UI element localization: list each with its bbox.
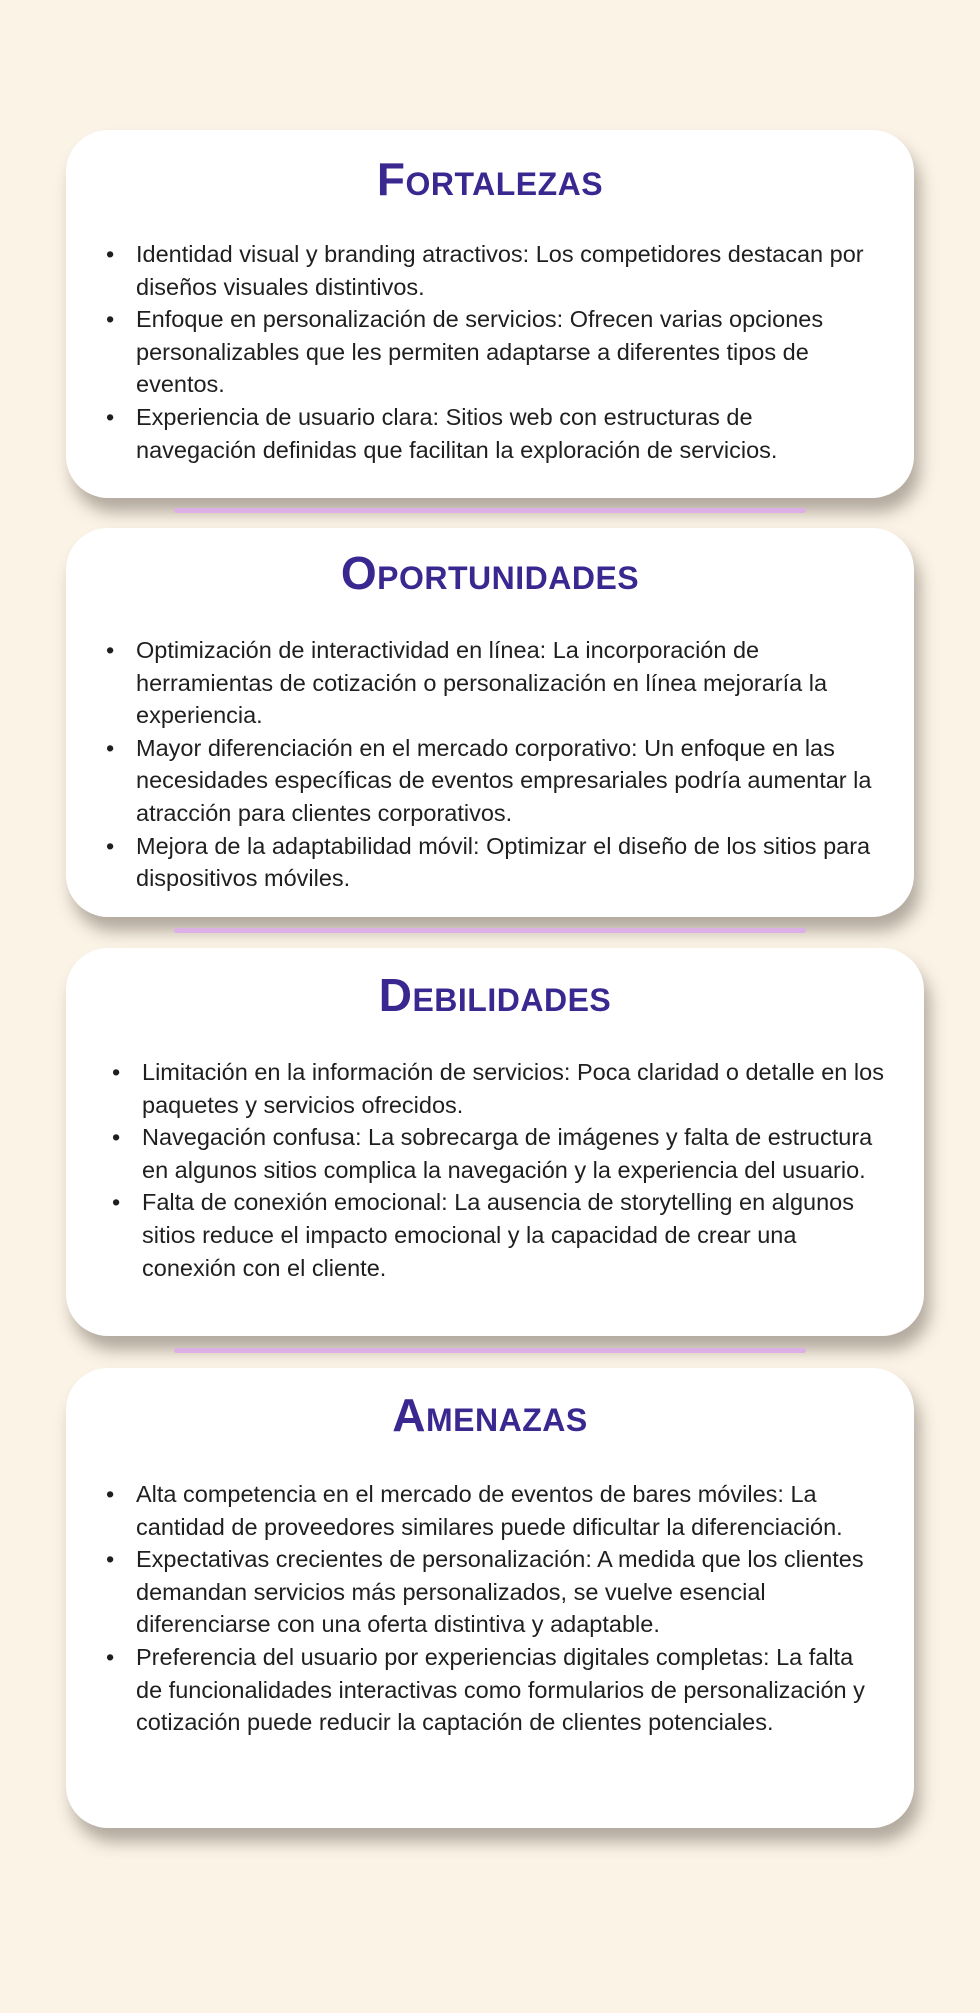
list-item: • Falta de conexión emocional: La ausencia de storytelling en algunos sitios reduce el impacto emocional y la capacidad de crear una conexión con el cliente. (112, 1186, 894, 1284)
list-item: • Optimización de interactividad en línea: La incorporación de herramientas de cotización o personalización en línea mejoraría la experiencia. (106, 634, 878, 732)
section-divider (174, 508, 806, 513)
list-item: • Enfoque en personalización de servicios: Ofrecen varias opciones personalizables que les permiten adaptarse a diferentes tipos de eventos. (106, 303, 878, 401)
list-debilidades (112, 1056, 894, 1284)
list-amenazas (106, 1478, 884, 1739)
section-divider (174, 1348, 806, 1353)
card-amenazas (66, 1368, 914, 1828)
list-item: • Mejora de la adaptabilidad móvil: Optimizar el diseño de los sitios para dispositivos móviles. (106, 830, 878, 895)
list-oportunidades (106, 634, 878, 895)
card-oportunidades (66, 528, 914, 917)
list-item: • Alta competencia en el mercado de eventos de bares móviles: La cantidad de proveedores similares puede dificultar la diferenciación. (106, 1478, 884, 1543)
list-item: • Preferencia del usuario por experiencias digitales completas: La falta de funcionalidades interactivas como formularios de personalización y cotización puede reducir la captación de clientes potenciales. (106, 1641, 884, 1739)
list-item: • Mayor diferenciación en el mercado corporativo: Un enfoque en las necesidades específicas de eventos empresariales podría aumentar la atracción para clientes corporativos. (106, 732, 878, 830)
card-fortalezas (66, 130, 914, 498)
list-fortalezas (106, 238, 878, 466)
list-item: • Limitación en la información de servicios: Poca claridad o detalle en los paquetes y servicios ofrecidos. (112, 1056, 894, 1121)
list-item: • Identidad visual y branding atractivos: Los competidores destacan por diseños visuales distintivos. (106, 238, 878, 303)
section-divider (174, 928, 806, 933)
card-debilidades (66, 948, 924, 1336)
list-item: • Expectativas crecientes de personalización: A medida que los clientes demandan servicios más personalizados, se vuelve esencial diferenciarse con una oferta distintiva y adaptable. (106, 1543, 884, 1641)
list-item: • Experiencia de usuario clara: Sitios web con estructuras de navegación definidas que facilitan la exploración de servicios. (106, 401, 878, 466)
section-title-debilidades: Debilidades (378, 969, 612, 1021)
list-item: • Navegación confusa: La sobrecarga de imágenes y falta de estructura en algunos sitios complica la navegación y la experiencia del usuario. (112, 1121, 894, 1186)
section-title-amenazas: Amenazas (392, 1389, 588, 1441)
section-title-fortalezas: Fortalezas (376, 153, 604, 205)
section-title-oportunidades: Oportunidades (340, 547, 640, 599)
